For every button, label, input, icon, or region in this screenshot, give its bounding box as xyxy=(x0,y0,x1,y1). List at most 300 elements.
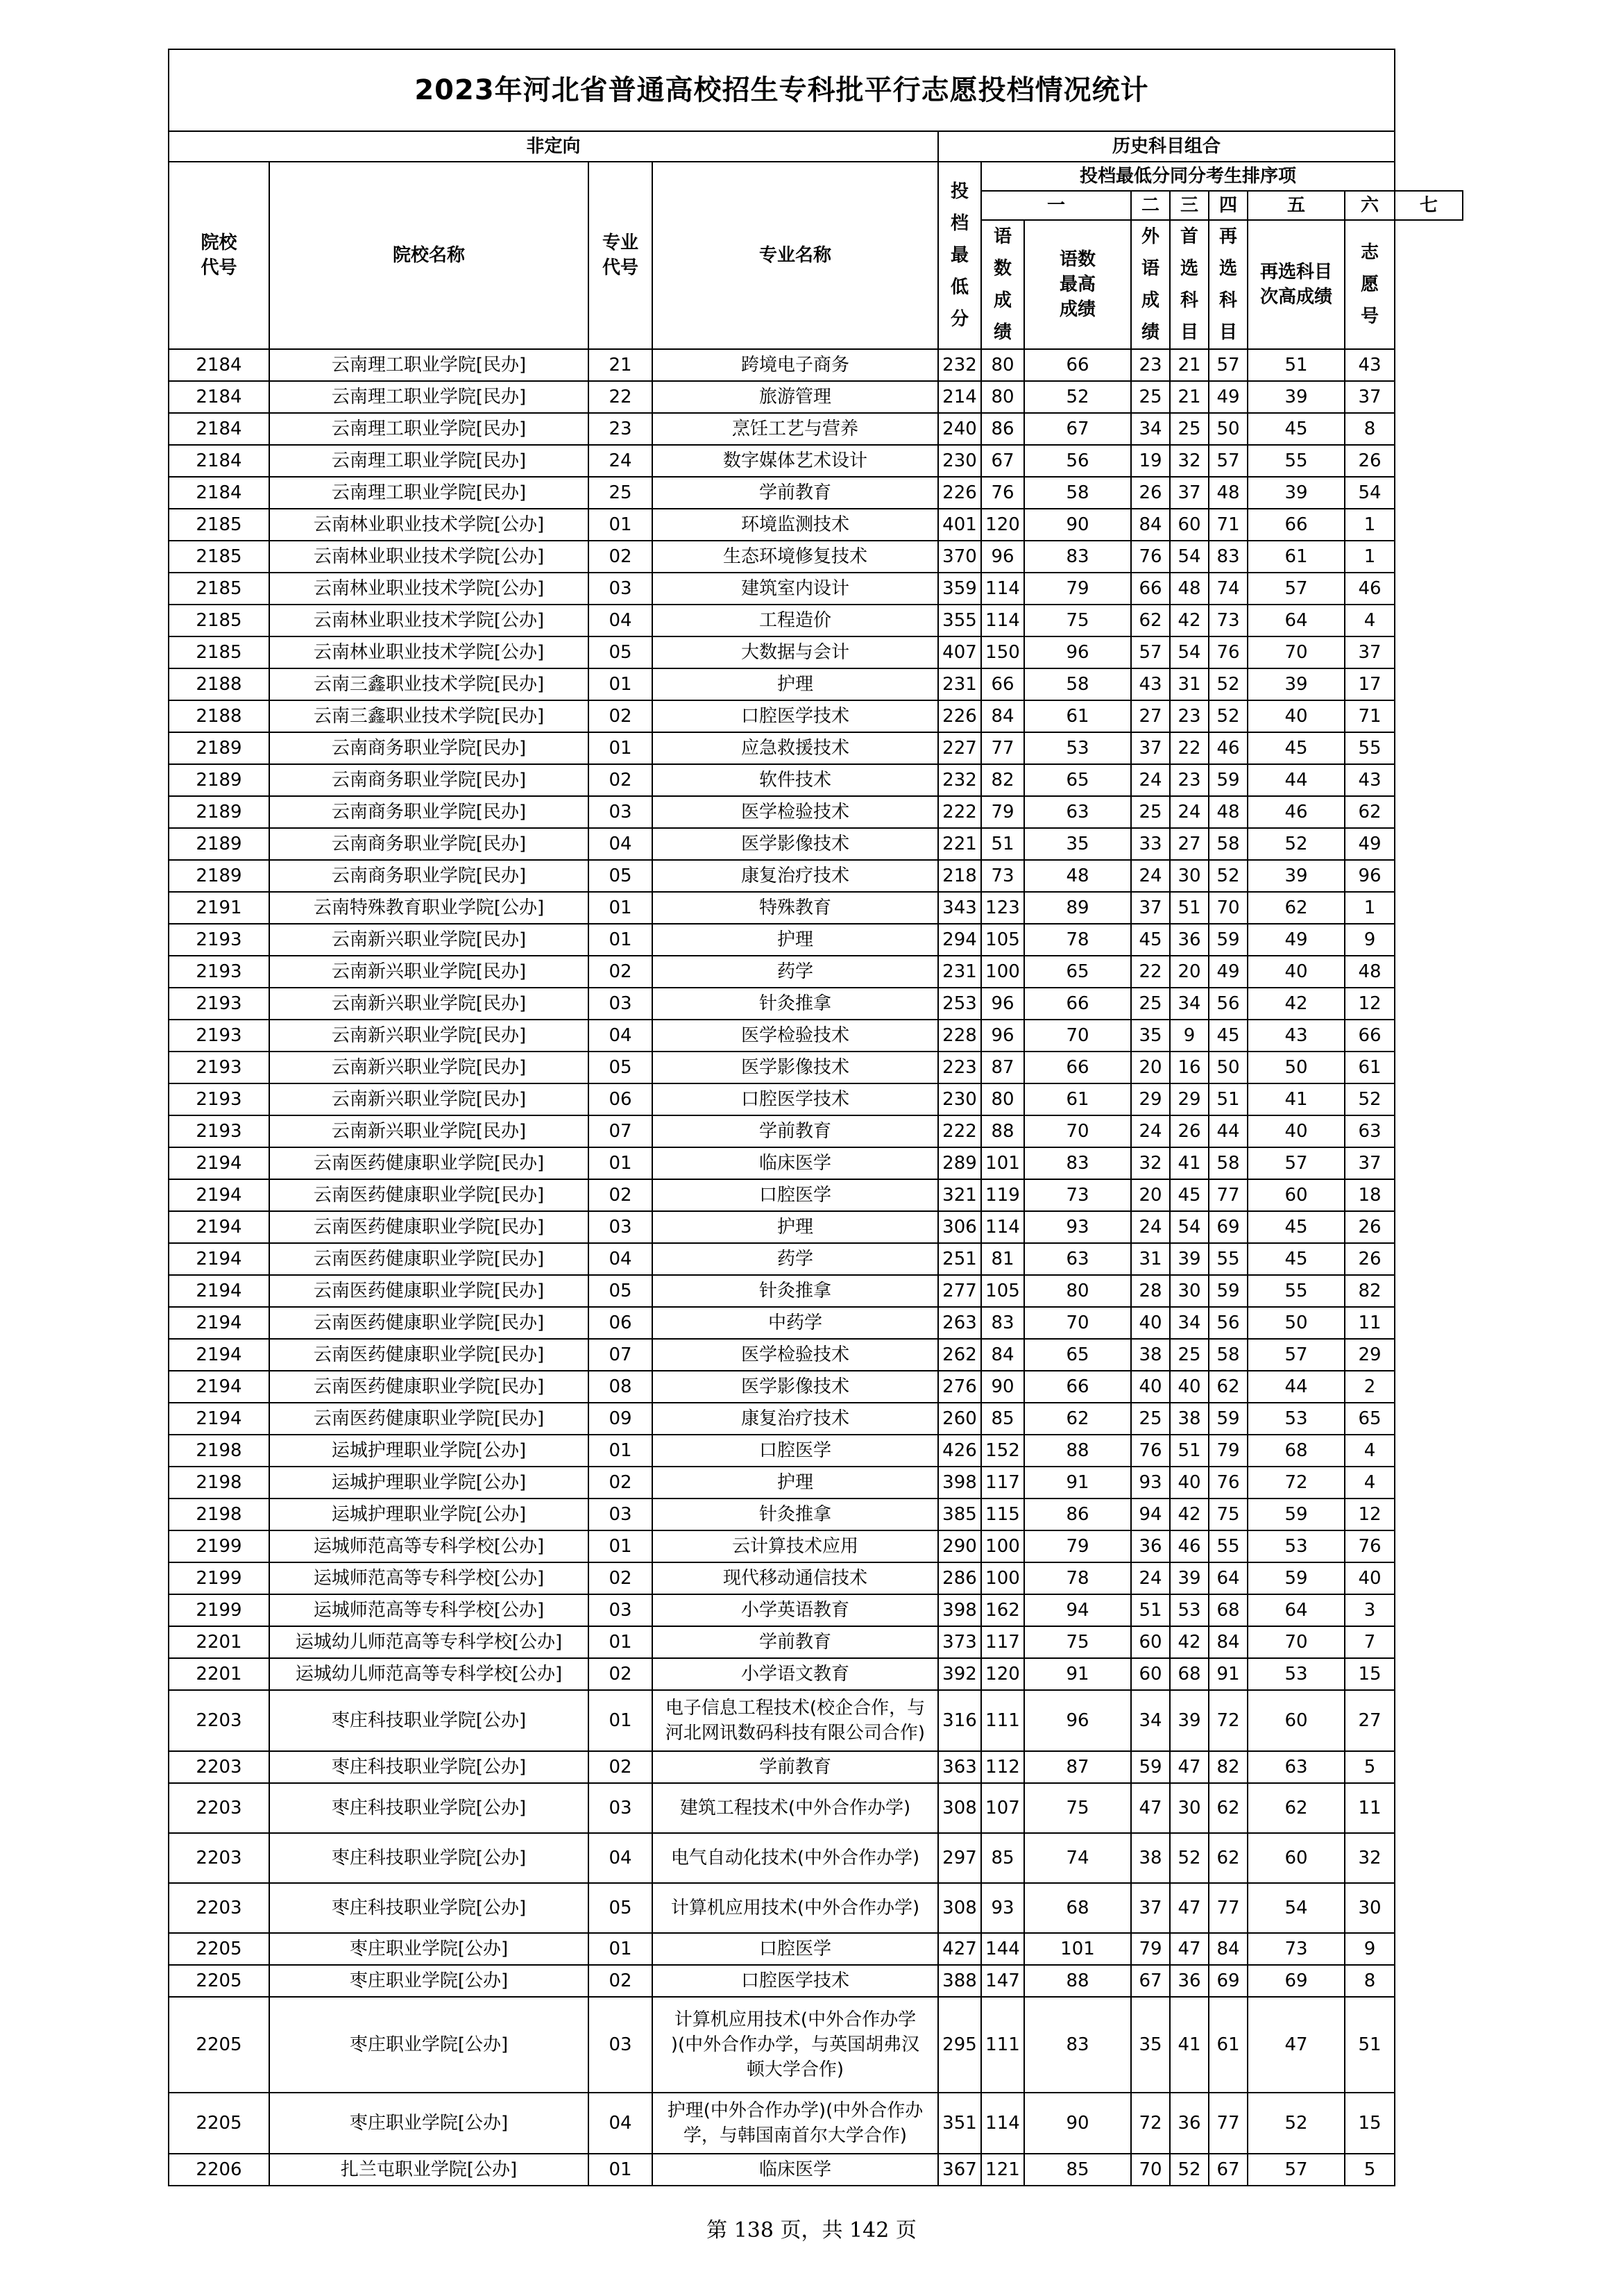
history-subject-group-header: 历史科目组合 xyxy=(938,131,1395,162)
tiebreak-2-cell: 85 xyxy=(1024,2154,1131,2186)
school-code-cell: 2193 xyxy=(169,1083,269,1115)
major-name-cell: 口腔医学技术 xyxy=(652,1965,938,1997)
school-code-cell: 2201 xyxy=(169,1626,269,1658)
tiebreak-5-cell: 55 xyxy=(1209,1530,1248,1562)
header-char: 投 xyxy=(950,181,969,202)
tiebreak-6-cell: 39 xyxy=(1248,668,1345,700)
tiebreak-7-cell: 15 xyxy=(1345,1658,1395,1690)
major-name-cell: 医学影像技术 xyxy=(652,828,938,860)
min-score-cell: 240 xyxy=(938,413,981,445)
school-name-cell: 云南新兴职业学院[民办] xyxy=(269,1020,588,1052)
school-name-cell: 云南医药健康职业学院[民办] xyxy=(269,1211,588,1243)
tiebreak-4-cell: 30 xyxy=(1170,860,1209,892)
school-code-cell: 2205 xyxy=(169,1965,269,1997)
major-code-cell: 01 xyxy=(588,509,652,541)
tiebreak-1-cell: 105 xyxy=(981,1275,1024,1307)
min-score-cell: 232 xyxy=(938,764,981,796)
school-code-cell: 2198 xyxy=(169,1467,269,1499)
major-name-cell: 电气自动化技术(中外合作办学) xyxy=(652,1833,938,1883)
school-name-cell: 运城师范高等专科学校[公办] xyxy=(269,1530,588,1562)
tiebreak-3-cell: 38 xyxy=(1131,1339,1170,1371)
school-name-cell: 运城幼儿师范高等专科学校[公办] xyxy=(269,1626,588,1658)
tiebreak-7-cell: 48 xyxy=(1345,956,1395,988)
table-row xyxy=(169,700,1463,732)
tiebreak-7-cell: 4 xyxy=(1345,1435,1395,1467)
major-name-header: 专业名称 xyxy=(652,162,938,349)
major-name-cell: 医学检验技术 xyxy=(652,796,938,828)
major-name-cell: 医学检验技术 xyxy=(652,1339,938,1371)
tiebreak-6-cell: 70 xyxy=(1248,636,1345,668)
header-char: 绩 xyxy=(993,322,1012,343)
tiebreak-2-cell: 79 xyxy=(1024,573,1131,605)
tiebreak-1-header xyxy=(981,220,1024,349)
header-char: 科 xyxy=(1218,290,1237,311)
tiebreak-2-cell: 52 xyxy=(1024,381,1131,413)
tiebreak-7-cell: 17 xyxy=(1345,668,1395,700)
tiebreak-7-cell: 40 xyxy=(1345,1562,1395,1594)
school-code-cell: 2194 xyxy=(169,1275,269,1307)
table-row xyxy=(169,1243,1463,1275)
tiebreak-5-cell: 75 xyxy=(1209,1499,1248,1530)
table-row xyxy=(169,1997,1463,2093)
tiebreak-2-cell: 78 xyxy=(1024,1562,1131,1594)
tiebreak-1-cell: 114 xyxy=(981,1211,1024,1243)
tiebreak-5-cell: 52 xyxy=(1209,700,1248,732)
major-name-cell: 中药学 xyxy=(652,1307,938,1339)
min-score-cell: 316 xyxy=(938,1690,981,1751)
table-row xyxy=(169,1594,1463,1626)
table-row xyxy=(169,636,1463,668)
tiebreak-4-cell: 40 xyxy=(1170,1467,1209,1499)
tiebreak-5-cell: 48 xyxy=(1209,477,1248,509)
tiebreak-7-cell: 3 xyxy=(1345,1594,1395,1626)
school-name-cell: 云南林业职业技术学院[公办] xyxy=(269,541,588,573)
school-name-cell: 云南医药健康职业学院[民办] xyxy=(269,1179,588,1211)
tiebreak-4-cell: 24 xyxy=(1170,796,1209,828)
tiebreak-3-cell: 36 xyxy=(1131,1530,1170,1562)
tiebreak-2-cell: 58 xyxy=(1024,668,1131,700)
school-name-cell: 云南商务职业学院[民办] xyxy=(269,732,588,764)
min-score-cell: 231 xyxy=(938,956,981,988)
school-name-cell: 云南商务职业学院[民办] xyxy=(269,764,588,796)
tiebreak-1-cell: 150 xyxy=(981,636,1024,668)
major-name-cell: 医学影像技术 xyxy=(652,1052,938,1083)
tiebreak-4-cell: 40 xyxy=(1170,1371,1209,1403)
tiebreak-4-cell: 46 xyxy=(1170,1530,1209,1562)
school-name-cell: 云南特殊教育职业学院[公办] xyxy=(269,892,588,924)
tiebreak-4-cell: 36 xyxy=(1170,1965,1209,1997)
tiebreak-2-cell: 96 xyxy=(1024,636,1131,668)
min-score-cell: 370 xyxy=(938,541,981,573)
tiebreak-4-cell: 16 xyxy=(1170,1052,1209,1083)
tiebreak-1-cell: 96 xyxy=(981,1020,1024,1052)
school-name-cell: 运城师范高等专科学校[公办] xyxy=(269,1562,588,1594)
major-code-cell: 21 xyxy=(588,349,652,381)
tiebreak-6-cell: 53 xyxy=(1248,1403,1345,1435)
min-score-cell: 228 xyxy=(938,1020,981,1052)
school-code-cell: 2184 xyxy=(169,413,269,445)
min-score-header xyxy=(938,162,981,349)
table-row xyxy=(169,1307,1463,1339)
tiebreak-3-cell: 43 xyxy=(1131,668,1170,700)
major-code-cell: 02 xyxy=(588,956,652,988)
tiebreak-4-cell: 52 xyxy=(1170,1833,1209,1883)
tiebreak-3-cell: 76 xyxy=(1131,1435,1170,1467)
tiebreak-3-cell: 22 xyxy=(1131,956,1170,988)
page-title: 2023年河北省普通高校招生专科批平行志愿投档情况统计 xyxy=(169,49,1395,131)
tiebreak-7-cell: 4 xyxy=(1345,1467,1395,1499)
major-code-cell: 01 xyxy=(588,1626,652,1658)
tiebreak-6-cell: 60 xyxy=(1248,1833,1345,1883)
tiebreak-4-cell: 22 xyxy=(1170,732,1209,764)
school-name-cell: 云南林业职业技术学院[公办] xyxy=(269,509,588,541)
tiebreak-7-cell: 37 xyxy=(1345,636,1395,668)
tiebreak-7-cell: 11 xyxy=(1345,1307,1395,1339)
tiebreak-5-cell: 73 xyxy=(1209,605,1248,636)
tiebreak-4-cell: 39 xyxy=(1170,1243,1209,1275)
tiebreak-2-cell: 87 xyxy=(1024,1751,1131,1783)
tiebreak-4-cell: 47 xyxy=(1170,1883,1209,1933)
table-row xyxy=(169,1965,1463,1997)
major-name-cell: 医学检验技术 xyxy=(652,1020,938,1052)
tiebreak-2-cell: 74 xyxy=(1024,1833,1131,1883)
tiebreak-6-cell: 73 xyxy=(1248,1933,1345,1965)
tiebreak-3-cell: 31 xyxy=(1131,1243,1170,1275)
tiebreak-2-cell: 83 xyxy=(1024,541,1131,573)
major-code-cell: 01 xyxy=(588,1690,652,1751)
min-score-cell: 232 xyxy=(938,349,981,381)
header-char: 选 xyxy=(1180,258,1198,279)
tiebreak-1-cell: 80 xyxy=(981,1083,1024,1115)
min-score-cell: 277 xyxy=(938,1275,981,1307)
school-name-cell: 云南医药健康职业学院[民办] xyxy=(269,1371,588,1403)
tiebreak-6-cell: 41 xyxy=(1248,1083,1345,1115)
major-code-cell: 06 xyxy=(588,1083,652,1115)
min-score-cell: 230 xyxy=(938,1083,981,1115)
min-score-cell: 308 xyxy=(938,1883,981,1933)
tiebreak-4-cell: 20 xyxy=(1170,956,1209,988)
table-row xyxy=(169,988,1463,1020)
tiebreak-3-cell: 19 xyxy=(1131,445,1170,477)
school-name-cell: 枣庄科技职业学院[公办] xyxy=(269,1883,588,1933)
school-code-cell: 2185 xyxy=(169,636,269,668)
tiebreak-2-cell: 58 xyxy=(1024,477,1131,509)
major-code-cell: 02 xyxy=(588,1751,652,1783)
tiebreak-2-cell: 88 xyxy=(1024,1435,1131,1467)
table-row xyxy=(169,1562,1463,1594)
tiebreak-4-cell: 54 xyxy=(1170,1211,1209,1243)
tiebreak-5-cell: 71 xyxy=(1209,509,1248,541)
tiebreak-4-cell: 21 xyxy=(1170,349,1209,381)
min-score-cell: 222 xyxy=(938,796,981,828)
table-row xyxy=(169,1626,1463,1658)
tiebreak-3-cell: 33 xyxy=(1131,828,1170,860)
table-row xyxy=(169,924,1463,956)
tiebreak-6-cell: 55 xyxy=(1248,1275,1345,1307)
school-name-cell: 云南新兴职业学院[民办] xyxy=(269,1052,588,1083)
tiebreak-4-cell: 51 xyxy=(1170,892,1209,924)
header-char: 分 xyxy=(950,309,969,330)
tiebreak-6-cell: 60 xyxy=(1248,1690,1345,1751)
tiebreak-4-cell: 39 xyxy=(1170,1562,1209,1594)
table-row xyxy=(169,796,1463,828)
major-code-cell: 02 xyxy=(588,541,652,573)
tiebreak-2-cell: 91 xyxy=(1024,1467,1131,1499)
school-code-cell: 2185 xyxy=(169,573,269,605)
header-char: 目 xyxy=(1218,322,1237,343)
tiebreak-6-cell: 40 xyxy=(1248,700,1345,732)
tiebreak-1-cell: 119 xyxy=(981,1179,1024,1211)
major-code-cell: 02 xyxy=(588,1467,652,1499)
major-code-cell: 04 xyxy=(588,828,652,860)
header-char: 愿 xyxy=(1361,274,1379,295)
tiebreak-6-cell: 53 xyxy=(1248,1530,1345,1562)
header-char: 绩 xyxy=(1141,322,1159,343)
school-code-cell: 2194 xyxy=(169,1147,269,1179)
major-name-cell: 护理 xyxy=(652,668,938,700)
tiebreak-3-cell: 66 xyxy=(1131,573,1170,605)
tiebreak-5-cell: 50 xyxy=(1209,1052,1248,1083)
tiebreak-3-cell: 24 xyxy=(1131,1115,1170,1147)
table-row xyxy=(169,1211,1463,1243)
school-code-cell: 2194 xyxy=(169,1211,269,1243)
tiebreak-1-cell: 100 xyxy=(981,1562,1024,1594)
tiebreak-6-header: 再选科目 次高成绩 xyxy=(1248,220,1345,349)
tiebreak-2-cell: 66 xyxy=(1024,349,1131,381)
min-score-cell: 251 xyxy=(938,1243,981,1275)
tiebreak-1-cell: 100 xyxy=(981,1530,1024,1562)
tiebreak-3-cell: 24 xyxy=(1131,1211,1170,1243)
major-name-cell: 建筑室内设计 xyxy=(652,573,938,605)
tiebreak-2-cell: 75 xyxy=(1024,605,1131,636)
tiebreak-num-2: 二 xyxy=(1131,191,1170,220)
tiebreak-1-cell: 120 xyxy=(981,509,1024,541)
tiebreak-6-cell: 53 xyxy=(1248,1658,1345,1690)
tiebreak-4-cell: 36 xyxy=(1170,924,1209,956)
tiebreak-2-cell: 63 xyxy=(1024,796,1131,828)
tiebreak-5-cell: 56 xyxy=(1209,988,1248,1020)
tiebreak-2-cell: 61 xyxy=(1024,700,1131,732)
tiebreak-1-cell: 112 xyxy=(981,1751,1024,1783)
tiebreak-2-cell: 96 xyxy=(1024,1690,1131,1751)
tiebreak-5-cell: 49 xyxy=(1209,381,1248,413)
tiebreak-7-cell: 76 xyxy=(1345,1530,1395,1562)
tiebreak-1-cell: 79 xyxy=(981,796,1024,828)
tiebreak-7-cell: 43 xyxy=(1345,764,1395,796)
table-row xyxy=(169,1115,1463,1147)
tiebreak-3-cell: 35 xyxy=(1131,1020,1170,1052)
tiebreak-1-cell: 123 xyxy=(981,892,1024,924)
table-row xyxy=(169,1690,1463,1751)
tiebreak-7-cell: 8 xyxy=(1345,413,1395,445)
major-name-cell: 旅游管理 xyxy=(652,381,938,413)
school-name-cell: 云南三鑫职业技术学院[民办] xyxy=(269,668,588,700)
major-code-cell: 02 xyxy=(588,764,652,796)
tiebreak-4-header-text xyxy=(1171,221,1208,348)
tiebreak-2-cell: 86 xyxy=(1024,1499,1131,1530)
major-name-cell: 护理 xyxy=(652,1467,938,1499)
tiebreak-5-cell: 59 xyxy=(1209,924,1248,956)
tiebreak-5-cell: 51 xyxy=(1209,1083,1248,1115)
school-code-cell: 2203 xyxy=(169,1883,269,1933)
tiebreak-7-cell: 12 xyxy=(1345,1499,1395,1530)
tiebreak-5-cell: 59 xyxy=(1209,1275,1248,1307)
school-name-cell: 云南医药健康职业学院[民办] xyxy=(269,1243,588,1275)
school-code-cell: 2203 xyxy=(169,1751,269,1783)
tiebreak-2-cell: 75 xyxy=(1024,1626,1131,1658)
tiebreak-3-cell: 37 xyxy=(1131,892,1170,924)
tiebreak-3-cell: 93 xyxy=(1131,1467,1170,1499)
major-code-cell: 02 xyxy=(588,1965,652,1997)
major-code-cell: 08 xyxy=(588,1371,652,1403)
tiebreak-2-header: 语数 最高 成绩 xyxy=(1024,220,1131,349)
major-code-cell: 04 xyxy=(588,2093,652,2154)
tiebreak-5-cell: 61 xyxy=(1209,1997,1248,2093)
major-code-cell: 02 xyxy=(588,1562,652,1594)
major-name-cell: 针灸推拿 xyxy=(652,1275,938,1307)
major-code-cell: 07 xyxy=(588,1115,652,1147)
tiebreak-1-cell: 83 xyxy=(981,1307,1024,1339)
tiebreak-1-cell: 105 xyxy=(981,924,1024,956)
tiebreak-5-cell: 62 xyxy=(1209,1371,1248,1403)
header-char: 志 xyxy=(1361,242,1379,263)
tiebreak-3-cell: 25 xyxy=(1131,381,1170,413)
major-name-cell: 康复治疗技术 xyxy=(652,860,938,892)
tiebreak-1-cell: 162 xyxy=(981,1594,1024,1626)
min-score-cell: 351 xyxy=(938,2093,981,2154)
tiebreak-7-cell: 37 xyxy=(1345,381,1395,413)
tiebreak-6-cell: 50 xyxy=(1248,1307,1345,1339)
tiebreak-3-cell: 25 xyxy=(1131,796,1170,828)
tiebreak-1-cell: 114 xyxy=(981,573,1024,605)
tiebreak-5-cell: 79 xyxy=(1209,1435,1248,1467)
table-row xyxy=(169,1530,1463,1562)
tiebreak-4-cell: 38 xyxy=(1170,1403,1209,1435)
major-name-cell: 药学 xyxy=(652,1243,938,1275)
major-code-cell: 04 xyxy=(588,1833,652,1883)
tiebreak-7-cell: 54 xyxy=(1345,477,1395,509)
tiebreak-1-cell: 96 xyxy=(981,988,1024,1020)
min-score-cell: 367 xyxy=(938,2154,981,2186)
min-score-cell: 297 xyxy=(938,1833,981,1883)
tiebreak-4-cell: 45 xyxy=(1170,1179,1209,1211)
tiebreak-4-cell: 48 xyxy=(1170,573,1209,605)
tiebreak-3-cell: 57 xyxy=(1131,636,1170,668)
tiebreak-2-cell: 83 xyxy=(1024,1997,1131,2093)
school-code-cell: 2193 xyxy=(169,1020,269,1052)
tiebreak-6-cell: 60 xyxy=(1248,1179,1345,1211)
tiebreak-7-cell: 61 xyxy=(1345,1052,1395,1083)
tiebreak-6-cell: 54 xyxy=(1248,1883,1345,1933)
tiebreak-2-cell: 88 xyxy=(1024,1965,1131,1997)
tiebreak-5-cell: 91 xyxy=(1209,1658,1248,1690)
tiebreak-7-cell: 7 xyxy=(1345,1626,1395,1658)
min-score-cell: 226 xyxy=(938,700,981,732)
school-code-cell: 2189 xyxy=(169,764,269,796)
min-score-cell: 294 xyxy=(938,924,981,956)
tiebreak-num-7: 七 xyxy=(1395,191,1463,220)
major-name-cell: 计算机应用技术(中外合作办学) xyxy=(652,1883,938,1933)
tiebreak-6-cell: 69 xyxy=(1248,1965,1345,1997)
tiebreak-7-cell: 32 xyxy=(1345,1833,1395,1883)
tiebreak-5-cell: 77 xyxy=(1209,1179,1248,1211)
tiebreak-7-cell: 51 xyxy=(1345,1997,1395,2093)
min-score-cell: 263 xyxy=(938,1307,981,1339)
major-code-cell: 03 xyxy=(588,988,652,1020)
min-score-cell: 230 xyxy=(938,445,981,477)
tiebreak-3-cell: 37 xyxy=(1131,732,1170,764)
school-code-cell: 2185 xyxy=(169,541,269,573)
major-code-cell: 05 xyxy=(588,1275,652,1307)
tiebreak-4-cell: 34 xyxy=(1170,1307,1209,1339)
tiebreak-4-cell: 52 xyxy=(1170,2154,1209,2186)
tiebreak-6-cell: 45 xyxy=(1248,1243,1345,1275)
tiebreak-7-cell: 52 xyxy=(1345,1083,1395,1115)
header-char: 档 xyxy=(950,213,969,234)
min-score-cell: 306 xyxy=(938,1211,981,1243)
tiebreak-1-cell: 81 xyxy=(981,1243,1024,1275)
min-score-cell: 385 xyxy=(938,1499,981,1530)
major-code-cell: 25 xyxy=(588,477,652,509)
tiebreak-3-cell: 25 xyxy=(1131,1403,1170,1435)
tiebreak-1-cell: 85 xyxy=(981,1833,1024,1883)
min-score-cell: 223 xyxy=(938,1052,981,1083)
tiebreak-6-cell: 57 xyxy=(1248,1147,1345,1179)
tiebreak-4-cell: 41 xyxy=(1170,1147,1209,1179)
admission-table xyxy=(168,49,1463,2186)
tiebreak-1-cell: 77 xyxy=(981,732,1024,764)
min-score-cell: 262 xyxy=(938,1339,981,1371)
major-name-cell: 护理(中外合作办学)(中外合作办 学，与韩国南首尔大学合作) xyxy=(652,2093,938,2154)
tiebreak-3-cell: 59 xyxy=(1131,1751,1170,1783)
table-row xyxy=(169,413,1463,445)
tiebreak-5-cell: 83 xyxy=(1209,541,1248,573)
school-code-cell: 2205 xyxy=(169,1997,269,2093)
major-code-cell: 01 xyxy=(588,1147,652,1179)
tiebreak-4-cell: 30 xyxy=(1170,1275,1209,1307)
school-name-cell: 云南理工职业学院[民办] xyxy=(269,381,588,413)
school-code-cell: 2188 xyxy=(169,668,269,700)
tiebreak-6-cell: 64 xyxy=(1248,1594,1345,1626)
tiebreak-3-cell: 23 xyxy=(1131,349,1170,381)
tiebreak-num-4: 四 xyxy=(1209,191,1248,220)
school-code-cell: 2194 xyxy=(169,1307,269,1339)
min-score-cell: 218 xyxy=(938,860,981,892)
major-code-cell: 02 xyxy=(588,1179,652,1211)
school-name-cell: 云南商务职业学院[民办] xyxy=(269,860,588,892)
major-code-header: 专业 代号 xyxy=(588,162,652,349)
admission-table-sheet xyxy=(168,49,1463,2186)
min-score-cell: 260 xyxy=(938,1403,981,1435)
major-code-cell: 04 xyxy=(588,1243,652,1275)
major-code-cell: 09 xyxy=(588,1403,652,1435)
tiebreak-2-cell: 67 xyxy=(1024,413,1131,445)
table-row xyxy=(169,828,1463,860)
tiebreak-2-cell: 89 xyxy=(1024,892,1131,924)
major-name-cell: 小学英语教育 xyxy=(652,1594,938,1626)
school-code-cell: 2193 xyxy=(169,1115,269,1147)
tiebreak-5-cell: 58 xyxy=(1209,1339,1248,1371)
tiebreak-6-cell: 44 xyxy=(1248,764,1345,796)
tiebreak-7-cell: 71 xyxy=(1345,700,1395,732)
tiebreak-7-cell: 37 xyxy=(1345,1147,1395,1179)
school-name-cell: 枣庄职业学院[公办] xyxy=(269,2093,588,2154)
tiebreak-2-cell: 66 xyxy=(1024,1052,1131,1083)
header-char: 目 xyxy=(1180,322,1198,343)
tiebreak-5-cell: 62 xyxy=(1209,1783,1248,1833)
tiebreak-4-cell: 41 xyxy=(1170,1997,1209,2093)
tiebreak-7-cell: 46 xyxy=(1345,573,1395,605)
